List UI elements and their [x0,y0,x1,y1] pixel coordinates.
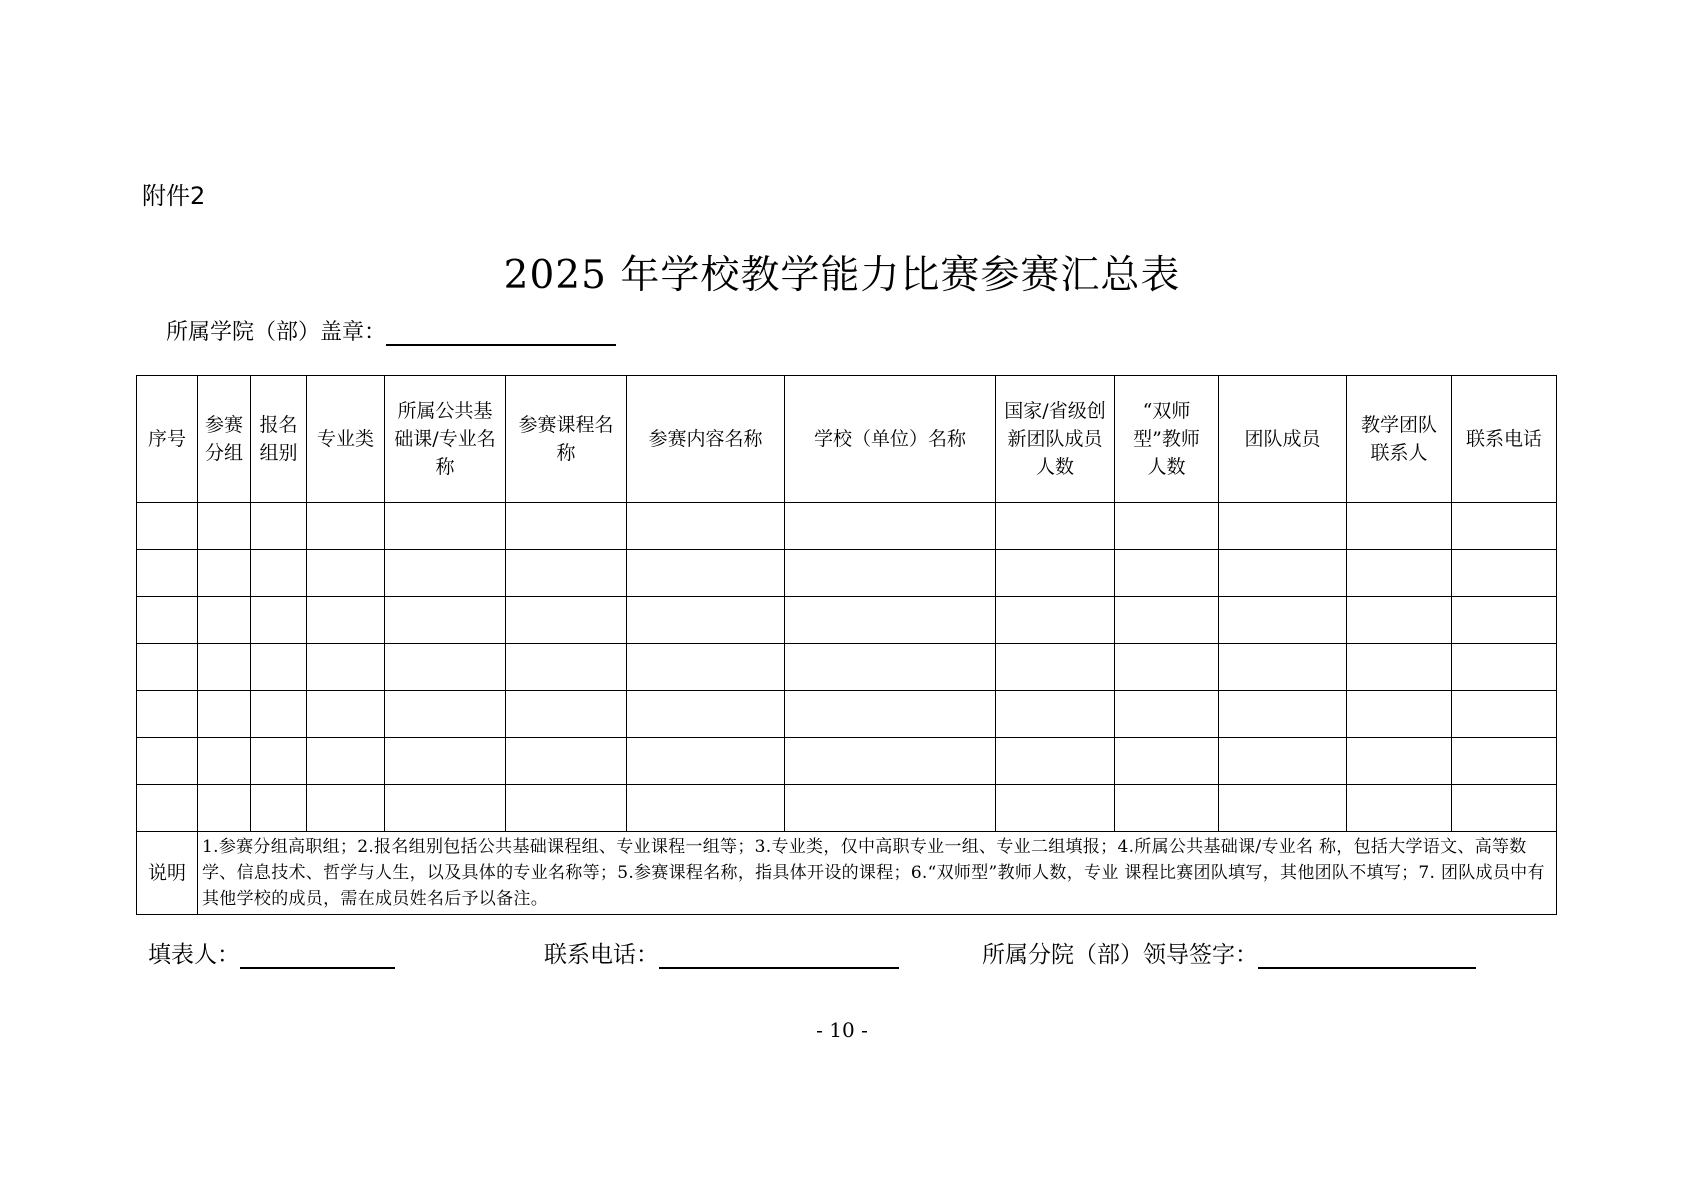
table-cell[interactable] [1219,503,1347,550]
table-cell[interactable] [137,738,198,785]
stamp-line [166,315,616,346]
header-cell-course-major: 所属公共基础课/专业名称 [385,376,506,503]
phone-label: 联系电话： [544,942,659,968]
table-cell[interactable] [307,644,385,691]
table-cell[interactable] [1347,785,1452,832]
table-cell[interactable] [996,785,1115,832]
table-cell[interactable] [1452,785,1557,832]
table-cell[interactable] [385,503,506,550]
table-cell[interactable] [785,785,996,832]
header-cell-phone: 联系电话 [1452,376,1557,503]
table-cell[interactable] [198,785,251,832]
table-cell[interactable] [506,597,627,644]
table-cell[interactable] [251,691,307,738]
header-cell-group: 参赛分组 [198,376,251,503]
leader-signature-line [982,936,1476,969]
table-cell[interactable] [1219,785,1347,832]
table-cell[interactable] [506,644,627,691]
table-cell[interactable] [785,644,996,691]
table-cell[interactable] [198,550,251,597]
page-title: 2025 年学校教学能力比赛参赛汇总表 [503,253,1181,298]
table-cell[interactable] [198,597,251,644]
table-cell[interactable] [1115,597,1219,644]
filler-label: 填表人： [148,942,240,968]
summary-table [136,375,1557,915]
note-label: 说明 [137,832,198,915]
table-cell[interactable] [198,503,251,550]
table-cell[interactable] [1115,785,1219,832]
header-cell-course-name: 参赛课程名称 [506,376,627,503]
leader-signature-blank-field[interactable] [1258,939,1476,969]
table-cell[interactable] [506,691,627,738]
table-header-row [137,376,1557,503]
page-number: - 10 - [816,1018,868,1042]
table-cell[interactable] [627,503,785,550]
table-cell[interactable] [1115,503,1219,550]
table-cell[interactable] [996,691,1115,738]
header-cell-team-contact: 教学团队联系人 [1347,376,1452,503]
filler-line [148,936,395,969]
table-row [137,550,1557,597]
table-cell[interactable] [137,597,198,644]
table-cell[interactable] [1452,597,1557,644]
table-cell[interactable] [198,691,251,738]
table-cell[interactable] [1115,691,1219,738]
table-cell[interactable] [385,597,506,644]
table-row [137,785,1557,832]
table-cell[interactable] [251,597,307,644]
table-row [137,503,1557,550]
header-cell-team-members: 团队成员 [1219,376,1347,503]
table-cell[interactable] [251,644,307,691]
table-cell[interactable] [385,785,506,832]
table-cell[interactable] [627,691,785,738]
table-cell[interactable] [506,738,627,785]
table-cell[interactable] [1452,691,1557,738]
table-cell[interactable] [1452,503,1557,550]
table-cell[interactable] [137,503,198,550]
header-cell-innovation-team: 国家/省级创新团队成员人数 [996,376,1115,503]
table-cell[interactable] [627,597,785,644]
table-cell[interactable] [307,550,385,597]
table-cell[interactable] [627,644,785,691]
table-row [137,644,1557,691]
table-cell[interactable] [307,738,385,785]
table-cell[interactable] [1347,503,1452,550]
table-cell[interactable] [785,691,996,738]
table-cell[interactable] [996,644,1115,691]
table-cell[interactable] [1347,738,1452,785]
table-cell[interactable] [1347,644,1452,691]
table-cell[interactable] [996,503,1115,550]
table-cell[interactable] [137,644,198,691]
table-cell[interactable] [137,785,198,832]
header-cell-content-name: 参赛内容名称 [627,376,785,503]
attachment-label: 附件2 [142,182,206,210]
table-cell[interactable] [785,597,996,644]
table-row [137,691,1557,738]
table-row [137,738,1557,785]
table-cell[interactable] [385,550,506,597]
table-cell[interactable] [1347,550,1452,597]
stamp-label: 所属学院（部）盖章： [166,320,387,345]
table-cell[interactable] [506,785,627,832]
table-cell[interactable] [1219,691,1347,738]
table-cell[interactable] [627,550,785,597]
filler-blank-field[interactable] [240,939,395,969]
stamp-blank-field[interactable] [386,316,616,346]
table-cell[interactable] [307,597,385,644]
table-cell[interactable] [385,738,506,785]
table-cell[interactable] [1219,738,1347,785]
table-cell[interactable] [785,503,996,550]
phone-line [544,936,899,969]
table-cell[interactable] [198,738,251,785]
table-cell[interactable] [506,550,627,597]
table-cell[interactable] [251,503,307,550]
header-cell-dual-teacher: “双师型”教师人数 [1115,376,1219,503]
table-cell[interactable] [996,738,1115,785]
table-cell[interactable] [996,550,1115,597]
header-cell-category: 报名组别 [251,376,307,503]
table-cell[interactable] [627,738,785,785]
note-row [137,832,1557,915]
table-cell[interactable] [307,503,385,550]
table-cell[interactable] [1347,597,1452,644]
table-cell[interactable] [1347,691,1452,738]
table-cell[interactable] [1452,738,1557,785]
leader-signature-label: 所属分院（部）领导签字： [982,942,1258,968]
header-cell-school-name: 学校（单位）名称 [785,376,996,503]
table-cell[interactable] [251,738,307,785]
phone-blank-field[interactable] [659,939,899,969]
header-cell-major-type: 专业类 [307,376,385,503]
table-cell[interactable] [137,550,198,597]
table-cell[interactable] [1115,738,1219,785]
table-cell[interactable] [1115,644,1219,691]
table-cell[interactable] [627,785,785,832]
table-cell[interactable] [137,691,198,738]
note-text: 1.参赛分组高职组；2.报名组别包括公共基础课程组、专业课程一组等；3.专业类，仅中高职专业一组、专业二组填报；4.所属公共基础课/专业名 称，包括大学语文、高等数学、信息技术、哲学与人生，以及具体的专业名称等；5.参赛课程名称，指具体开设的课程；6.“双师型”教师人数，专业 课程比赛团队填写，其他团队不填写；7. 团队成员中有其他学校的成员，需在成员姓名后予以备注。 [198,832,1557,915]
table-cell[interactable] [1219,597,1347,644]
table-cell[interactable] [251,785,307,832]
table-cell[interactable] [251,550,307,597]
table-cell[interactable] [785,738,996,785]
table-cell[interactable] [307,785,385,832]
table-cell[interactable] [1115,550,1219,597]
table-cell[interactable] [307,691,385,738]
table-cell[interactable] [198,644,251,691]
table-cell[interactable] [1452,644,1557,691]
table-cell[interactable] [785,550,996,597]
table-cell[interactable] [506,503,627,550]
table-cell[interactable] [385,644,506,691]
table-cell[interactable] [1219,550,1347,597]
table-row [137,597,1557,644]
header-cell-index: 序号 [137,376,198,503]
table-cell[interactable] [1452,550,1557,597]
table-cell[interactable] [996,597,1115,644]
table-cell[interactable] [1219,644,1347,691]
table-cell[interactable] [385,691,506,738]
